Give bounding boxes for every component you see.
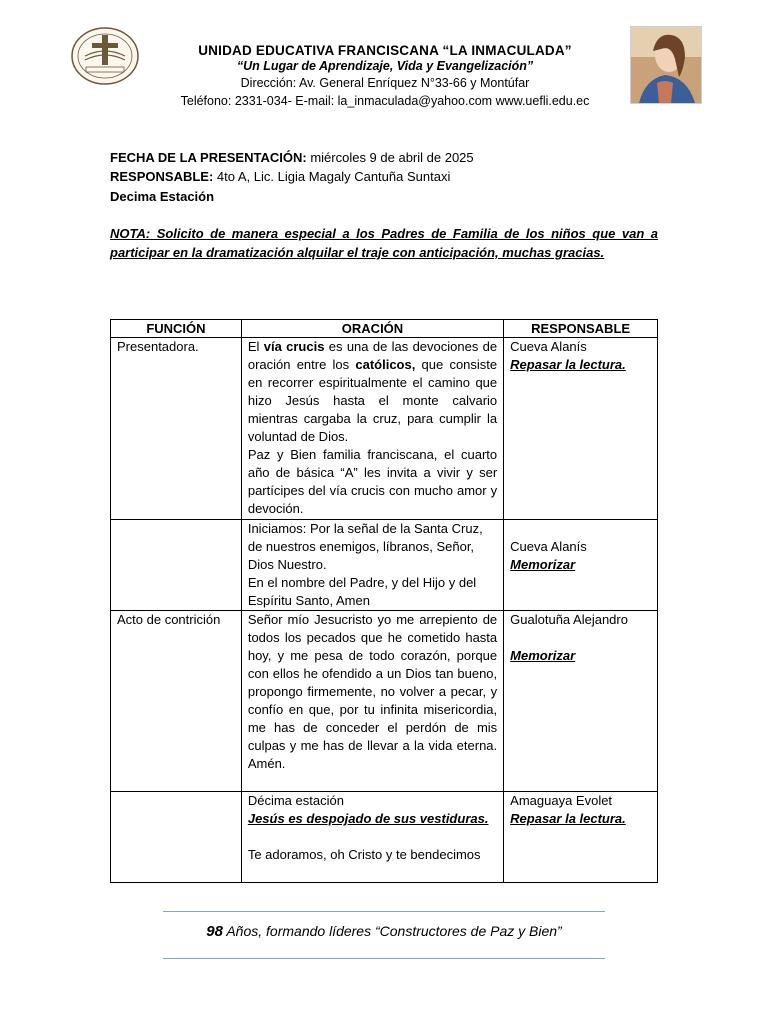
virgin-mary-portrait: [630, 26, 702, 104]
cell-responsable: [504, 338, 658, 520]
cell-oracion: [241, 520, 503, 611]
funcion-text: Presentadora.: [117, 339, 199, 354]
responsible-name: Cueva Alanís: [510, 339, 587, 354]
school-logo: [70, 26, 140, 86]
prayer-paragraph: Te adoramos, oh Cristo y te bendecimos: [247, 847, 481, 862]
program-table: [110, 319, 658, 883]
responsible-name: Amaguaya Evolet: [510, 793, 613, 808]
station-description: Jesús es despojado de sus vestiduras.: [247, 811, 489, 826]
school-address: Dirección: Av. General Enríquez N°33-66 y Montúfar: [240, 76, 530, 90]
prayer-paragraph: Paz y Bien familia franciscana, el cuarto año de básica “A” les invita a vivir y ser partícipes del vía crucis con mucho amor y devoción.: [247, 447, 498, 516]
footer-number: 98: [206, 923, 223, 940]
footer-text: Años, formando líderes “Constructores de Paz y Bien”: [222, 923, 562, 939]
prayer-paragraph: [248, 338, 497, 446]
cell-funcion: [111, 520, 242, 611]
responsible-label: RESPONSABLE:: [110, 169, 214, 184]
prayer-paragraph: Señor mío Jesucristo yo me arrepiento de todos los pecados que he cometido hasta hoy, y me pesa de todo corazón, porque con ellos he ofendido a un Dios tan bueno, propongo firmemente, no volver a pecar, y confío en que, por tu infinita misericordia, me has de conceder el perdón de mis culpas y me has de llevar a la vida eterna. Amén.: [247, 612, 498, 771]
responsible-instruction: Memorizar: [510, 648, 576, 663]
table-row: [111, 520, 658, 611]
cell-responsable: [504, 792, 658, 883]
presentation-date: [110, 150, 474, 165]
responsible: [110, 169, 450, 184]
responsible-instruction: Repasar la lectura.: [510, 357, 626, 372]
cell-responsable: [504, 611, 658, 792]
cell-funcion: [111, 338, 242, 520]
cell-oracion: [241, 611, 503, 792]
col-header-responsable: RESPONSABLE: [504, 320, 658, 338]
responsible-name: Cueva Alanís: [510, 539, 587, 554]
cell-funcion: [111, 792, 242, 883]
presentation-date-value: miércoles 9 de abril de 2025: [306, 150, 474, 165]
cell-responsable: [504, 520, 658, 611]
table-row: [111, 792, 658, 883]
school-motto: “Un Lugar de Aprendizaje, Vida y Evangelización”: [236, 59, 534, 73]
note-label: NOTA:: [110, 226, 151, 241]
note: [110, 224, 658, 262]
responsible-instruction: Memorizar: [510, 557, 576, 572]
station-title: Decima Estación: [110, 189, 215, 204]
prayer-paragraph: Iniciamos: Por la señal de la Santa Cruz, de nuestros enemigos, líbranos, Señor, Dios Nuestro.: [247, 521, 483, 572]
table-row: [111, 611, 658, 792]
prayer-paragraph: En el nombre del Padre, y del Hijo y del Espíritu Santo, Amen: [247, 575, 477, 608]
school-name: UNIDAD EDUCATIVA FRANCISCANA “LA INMACULADA”: [198, 43, 572, 58]
col-header-funcion: FUNCIÓN: [111, 320, 242, 338]
footer-rule-top: [163, 911, 605, 912]
footer-rule-bottom: [163, 958, 605, 959]
cell-oracion: [241, 338, 503, 520]
cell-oracion: [241, 792, 503, 883]
prayer-text: es una de las devociones de oración entre los: [247, 339, 498, 372]
footer-slogan: [163, 923, 605, 940]
table-header-row: [111, 320, 658, 338]
responsible-value: 4to A, Lic. Ligia Magaly Cantuña Suntaxi: [213, 169, 451, 184]
school-contact: Teléfono: 2331-034- E-mail: la_inmaculada@yahoo.com www.uefli.edu.ec: [180, 94, 590, 108]
col-header-oracion: ORACIÓN: [241, 320, 503, 338]
responsible-instruction: Repasar la lectura.: [510, 811, 626, 826]
table-row: [111, 338, 658, 520]
cell-funcion: Acto de contrición: [111, 611, 242, 792]
prayer-text: El: [247, 339, 264, 354]
responsible-name: Gualotuña Alejandro: [510, 612, 628, 627]
prayer-bold-text: vía crucis: [263, 339, 325, 354]
presentation-date-label: FECHA DE LA PRESENTACIÓN:: [110, 150, 307, 165]
note-text: Solicito de manera especial a los Padres de Familia de los niños que van a participar en la dramatización alquilar el traje con anticipación, muchas gracias.: [110, 226, 658, 260]
station-name: Décima estación: [247, 793, 344, 808]
prayer-text: que consiste en recorrer espiritualmente el camino que hizo Jesús hasta el monte calvario mientras cargaba la cruz, para cumplir la voluntad de Dios.: [247, 357, 498, 444]
prayer-bold-text: católicos,: [355, 357, 416, 372]
